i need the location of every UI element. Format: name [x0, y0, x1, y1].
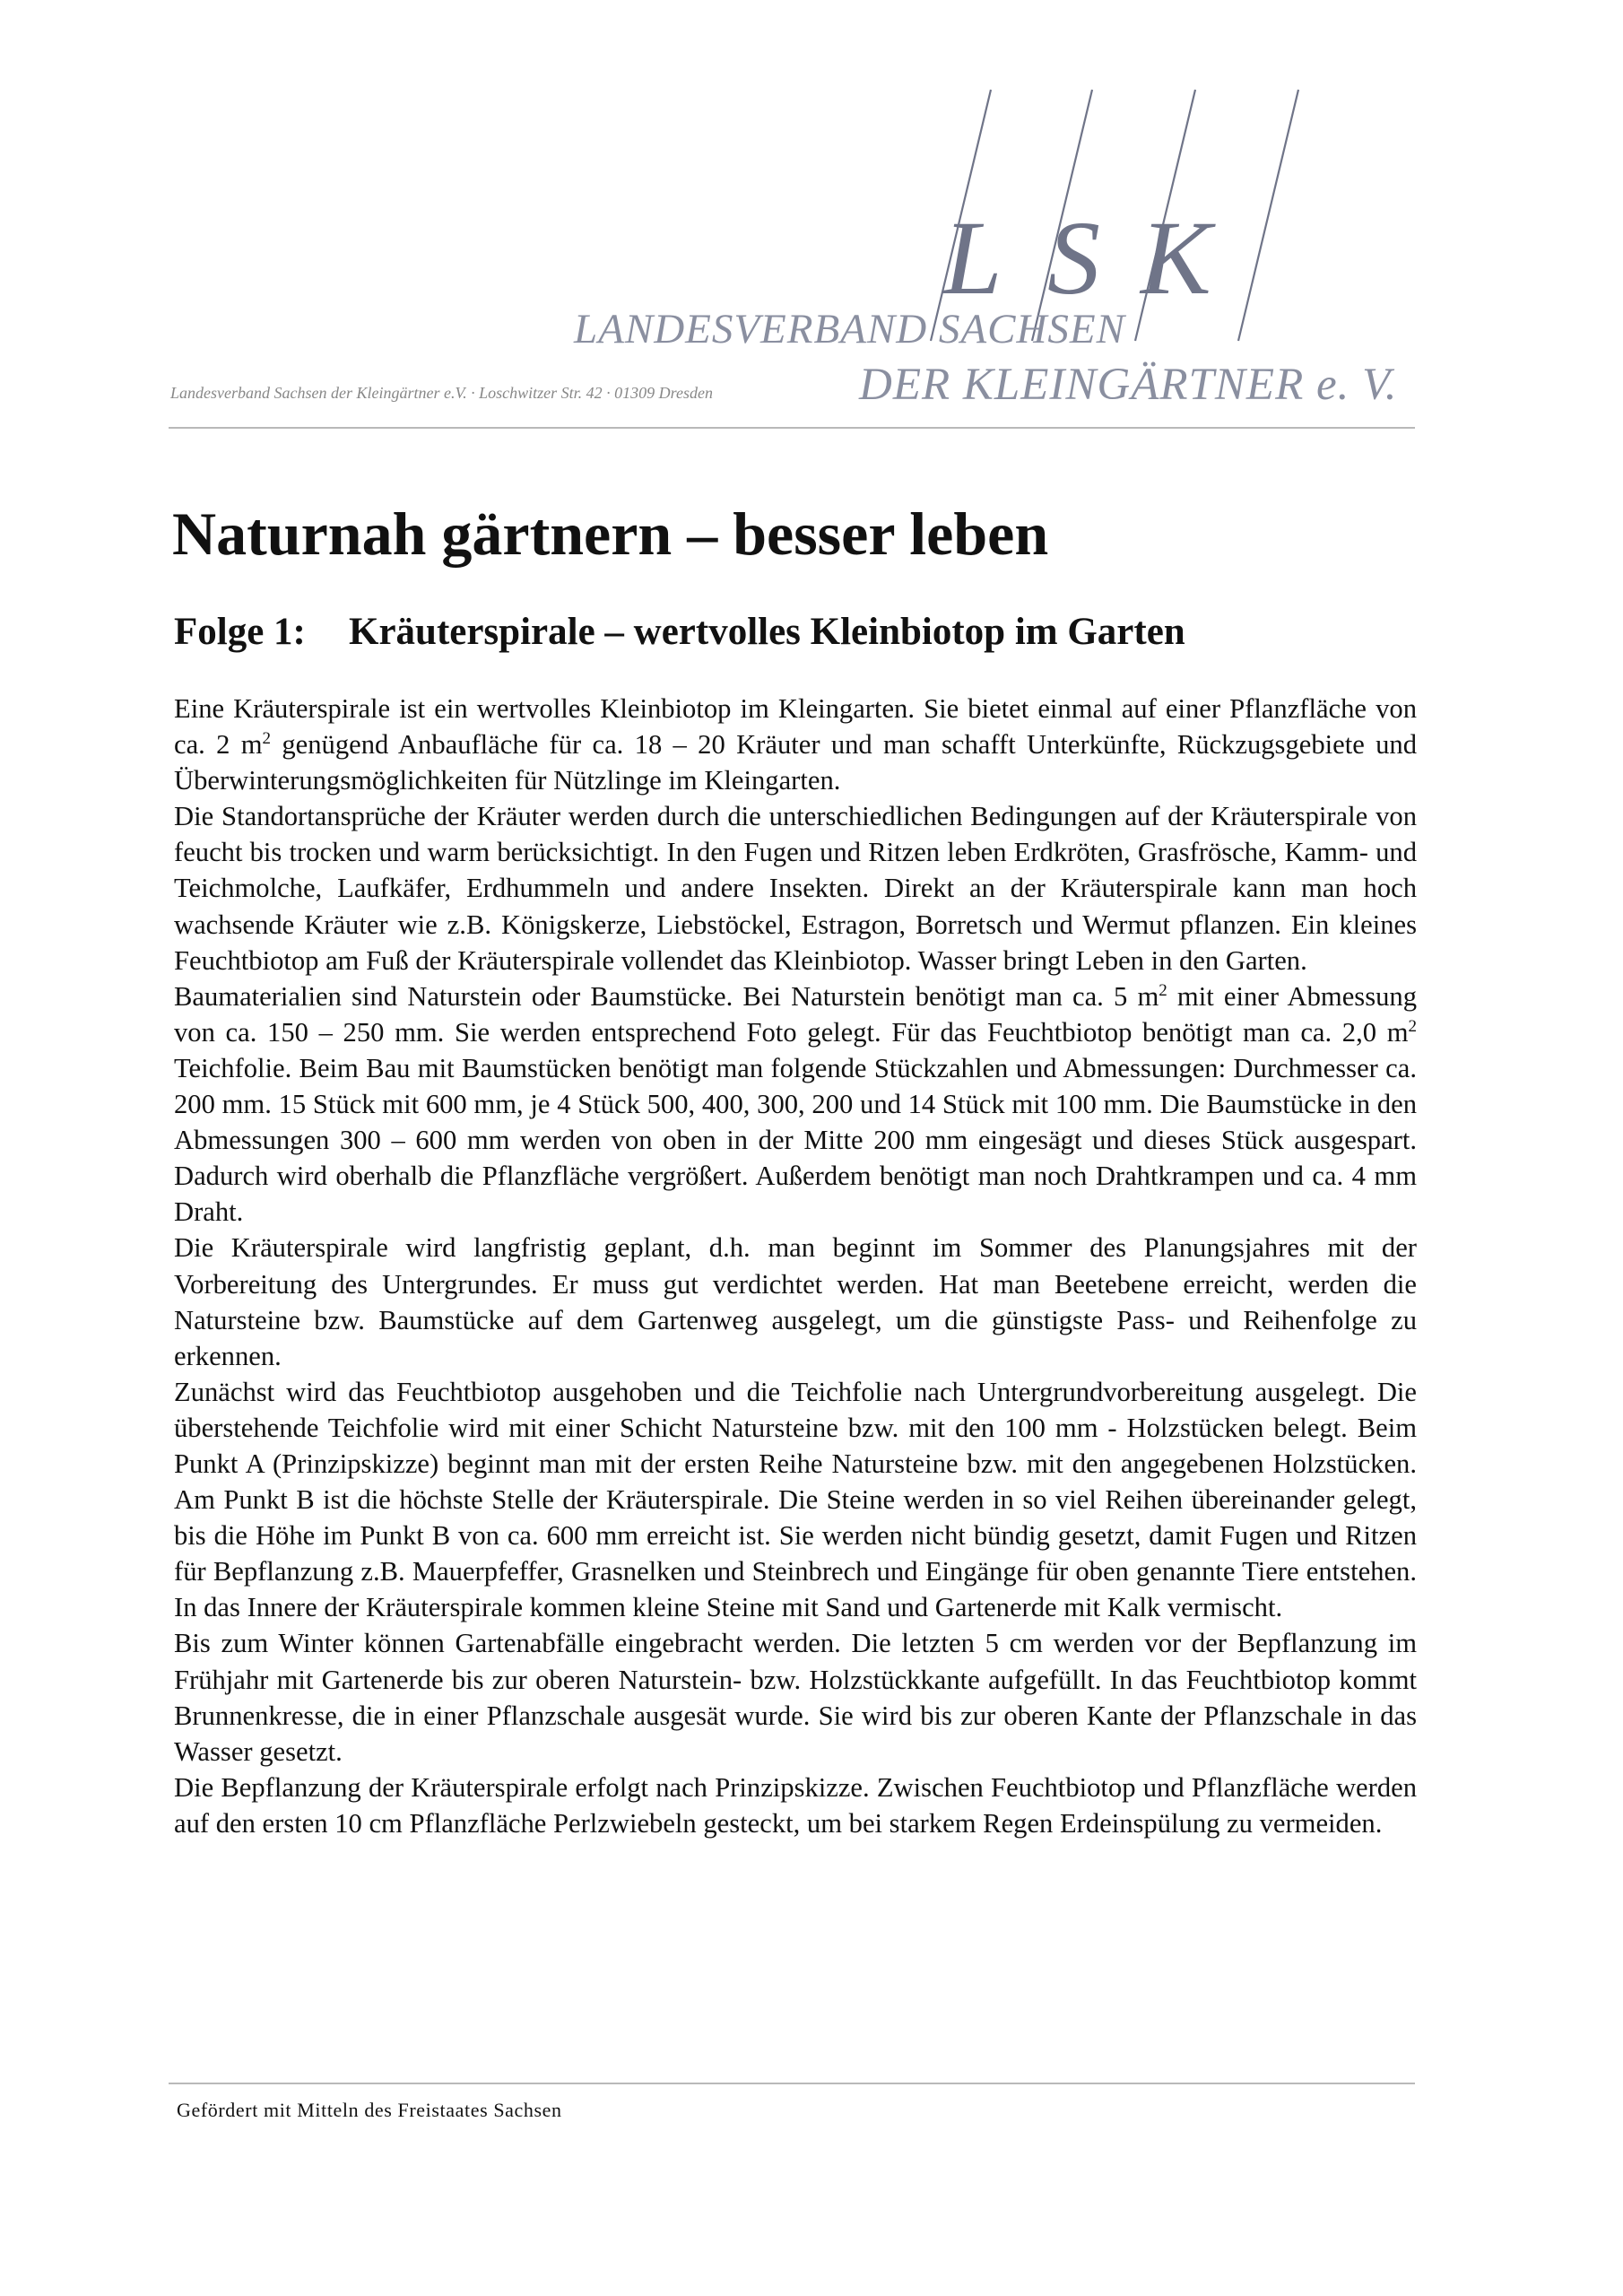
body-paragraph — [174, 1625, 1417, 1769]
logo-letter-s: S — [1047, 199, 1100, 317]
org-name-line-2: DER KLEINGÄRTNER e. V. — [859, 360, 1398, 410]
body-text — [174, 691, 1417, 1841]
subtitle-text: Kräuterspirale – wertvolles Kleinbiotop im Garten — [349, 611, 1185, 653]
paragraph-text: Teichfolie. Beim Bau mit Baumstücken benötigt man folgende Stückzahlen und Abmessungen: Durchmesser ca. 200 mm. 15 Stück mit 600 mm, je 4 Stück 500, 400, 300, 200 und 14 Stück mit 100 mm. Die Baumstücke in den Abmessungen 300 – 600 mm werden von oben in der Mitte 200 mm eingesägt und dieses Stück ausgespart. Dadurch wird oberhalb die Pflanzfläche vergrößert. Außerdem benötigt man noch Drahtkrampen und ca. 4 mm Draht. — [174, 1052, 1417, 1228]
paragraph-text: mit einer Abmessung von ca. 150 – 250 mm. Sie werden entsprechend Foto gelegt. Für das Feuchtbiotop benötigt man ca. 2,0 m — [174, 980, 1417, 1048]
paragraph-text: Bis zum Winter können Gartenabfälle eingebracht werden. Die letzten 5 cm werden vor der Bepflanzung im Frühjahr mit Gartenerde bis zur oberen Naturstein- bzw. Holzstückkante aufgefüllt. In das Feuchtbiotop kommt Brunnenkresse, die in einer Pflanzschale ausgesät wurde. Sie wird bis zur oberen Kante der Pflanzschale in das Wasser gesetzt. — [174, 1628, 1417, 1767]
paragraph-text: Die Standortansprüche der Kräuter werden durch die unterschiedlichen Bedingungen auf der Kräuterspirale von feucht bis trocken und warm berücksichtigt. In den Fugen und Ritzen leben Erdkröten, Grasfrösche, Kamm- und Teichmolche, Laufkäfer, Erdhummeln und andere Insekten. Direkt an der Kräuterspirale kann man hoch wachsende Kräuter wie z.B. Königskerze, Liebstöckel, Estragon, Borretsch und Wermut pflanzen. Ein kleines Feuchtbiotop am Fuß der Kräuterspirale vollendet das Kleinbiotop. Wasser bringt Leben in den Garten. — [174, 801, 1417, 976]
logo-letter-k: K — [1141, 199, 1211, 317]
body-paragraph — [174, 1230, 1417, 1373]
body-paragraph — [174, 978, 1417, 1231]
superscript: 2 — [1159, 980, 1167, 1000]
superscript: 2 — [262, 728, 272, 748]
logo-letter-l: L — [943, 199, 1002, 317]
paragraph-text: Zunächst wird das Feuchtbiotop ausgehoben und die Teichfolie nach Untergrundvorbereitung ausgelegt. Die überstehende Teichfolie wird mit einer Schicht Natursteine bzw. mit den 100 mm - Holzstücken belegt. Beim Punkt A (Prinzipskizze) beginnt man mit der ersten Reihe Natursteine bzw. mit den angegebenen Holzstücken. Am Punkt B ist die höchste Stelle der Kräuterspirale. Die Steine werden in so viel Reihen übereinander gelegt, bis die Höhe im Punkt B von ca. 600 mm erreicht ist. Sie werden nicht bündig gesetzt, damit Fugen und Ritzen für Bepflanzung z.B. Mauerpfeffer, Grasnelken und Steinbrech und Eingänge für oben genannte Tiere entstehen. In das Innere der Kräuterspirale kommen kleine Steine mit Sand und Gartenerde mit Kalk vermischt. — [174, 1376, 1417, 1623]
footer-note: Gefördert mit Mitteln des Freistaates Sachsen — [177, 2099, 562, 2121]
body-paragraph — [174, 1770, 1417, 1841]
logo-slash-4 — [1238, 90, 1298, 341]
sender-address: Landesverband Sachsen der Kleingärtner e.V. · Loschwitzer Str. 42 · 01309 Dresden — [170, 384, 713, 402]
body-paragraph — [174, 1374, 1417, 1626]
paragraph-text: Die Bepflanzung der Kräuterspirale erfolgt nach Prinzipskizze. Zwischen Feuchtbiotop und Pflanzfläche werden auf den ersten 10 cm Pflanzfläche Perlzwiebeln gesteckt, um bei starkem Regen Erdeinspülung zu vermeiden. — [174, 1771, 1417, 1839]
body-paragraph — [174, 691, 1417, 798]
header-divider — [169, 427, 1415, 429]
superscript: 2 — [1408, 1016, 1417, 1036]
paragraph-text: Baumaterialien sind Naturstein oder Baumstücke. Bei Naturstein benötigt man ca. 5 m — [174, 980, 1159, 1012]
paragraph-text: genügend Anbaufläche für ca. 18 – 20 Kräuter und man schafft Unterkünfte, Rückzugsgebiete und Überwinterungsmöglichkeiten für Nützlinge im Kleingarten. — [174, 729, 1418, 796]
subtitle-label: Folge 1: — [174, 611, 306, 653]
paragraph-text: Eine Kräuterspirale ist ein wertvolles Kleinbiotop im Kleingarten. Sie bietet einmal auf einer Pflanzfläche von ca. 2 m — [174, 693, 1417, 761]
footer-divider — [169, 2083, 1415, 2084]
subtitle — [174, 610, 1185, 654]
body-paragraph — [174, 798, 1417, 978]
org-name-line-1: LANDESVERBAND SACHSEN — [574, 306, 1125, 352]
paragraph-text: Die Kräuterspirale wird langfristig geplant, d.h. man beginnt im Sommer des Planungsjahres mit der Vorbereitung des Untergrundes. Er muss gut verdichtet werden. Hat man Beetebene erreicht, werden die Natursteine bzw. Baumstücke auf dem Gartenweg ausgelegt, um die günstigste Pass- und Reihenfolge zu erkennen. — [174, 1232, 1417, 1371]
page-title: Naturnah gärtnern – besser leben — [172, 500, 1049, 568]
